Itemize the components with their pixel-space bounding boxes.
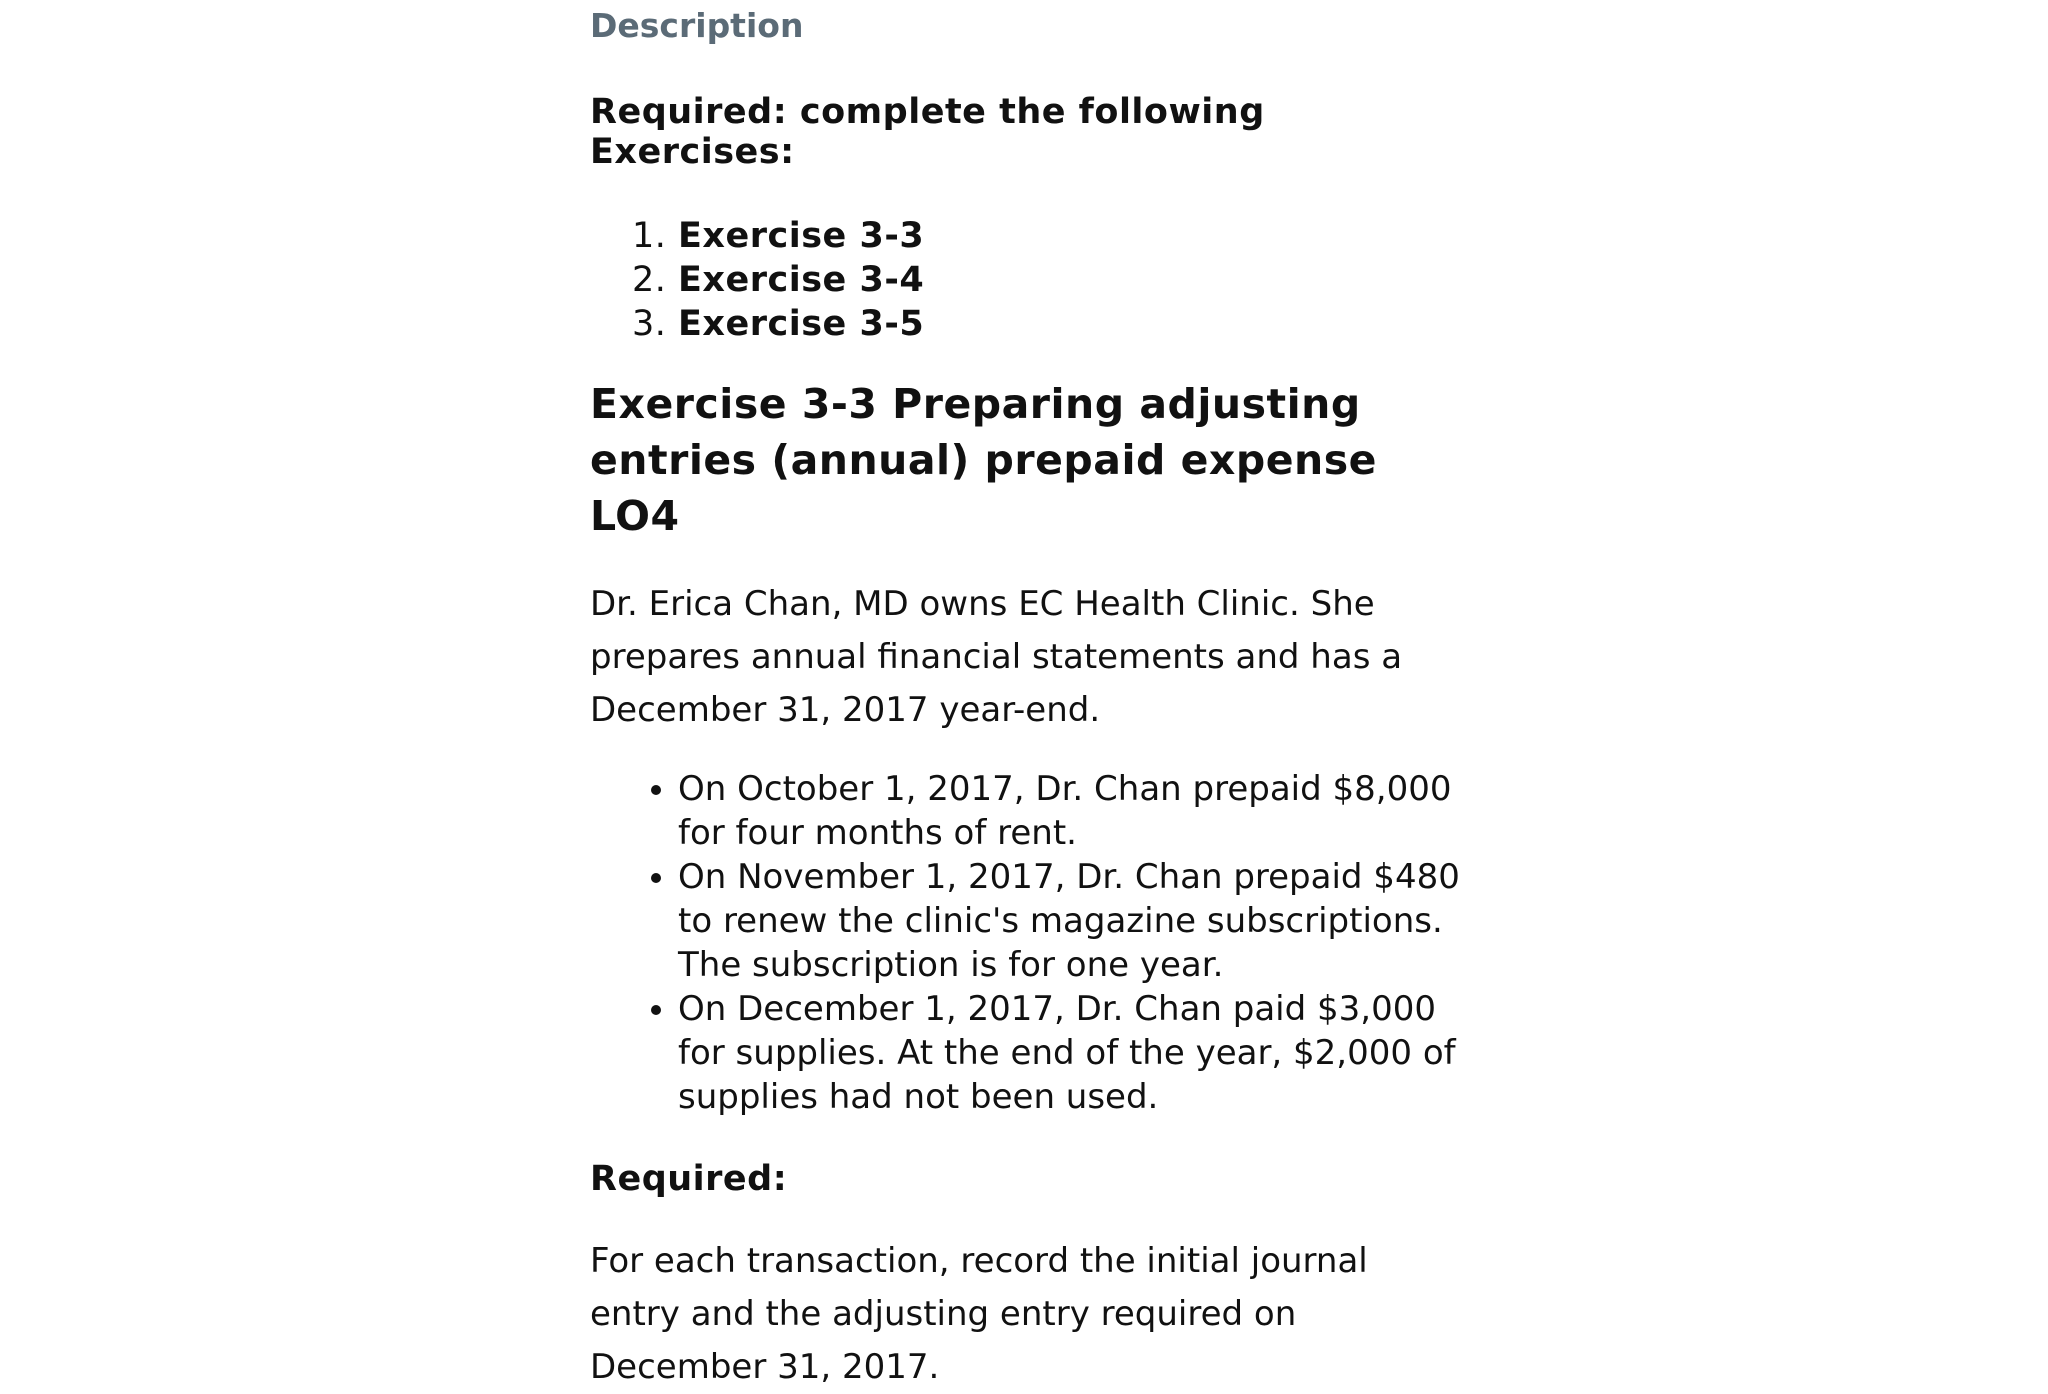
transaction-list-item: • On November 1, 2017, Dr. Chan prepaid $480 to renew the clinic's magazine subscriptions. The subscription is for one year. (678, 855, 1460, 987)
required-intro: Required: complete the following Exercises: (590, 92, 1265, 172)
description-content (590, 0, 1460, 1394)
transaction-list-item: • On October 1, 2017, Dr. Chan prepaid $8,000 for four months of rent. (678, 767, 1460, 855)
exercise-list-item: 3. Exercise 3-5 (678, 302, 1460, 346)
description-label: Description (590, 6, 804, 45)
exercise-list (590, 214, 1460, 346)
intro-paragraph: Dr. Erica Chan, MD owns EC Health Clinic. She prepares annual financial statements and has a December 31, 2017 year-end. (590, 584, 1403, 730)
required-label: Required: (590, 1159, 788, 1199)
exercise-list-item: 1. Exercise 3-3 (678, 214, 1460, 258)
instructions-paragraph: For each transaction, record the initial journal entry and the adjusting entry required on December 31, 2017. (590, 1241, 1368, 1387)
transaction-list (590, 767, 1460, 1119)
exercise-title: Exercise 3-3 Preparing adjusting entries (annual) prepaid expense LO4 (590, 380, 1377, 540)
transaction-list-item: • On December 1, 2017, Dr. Chan paid $3,000 for supplies. At the end of the year, $2,000 of supplies had not been used. (678, 987, 1460, 1119)
exercise-list-item: 2. Exercise 3-4 (678, 258, 1460, 302)
